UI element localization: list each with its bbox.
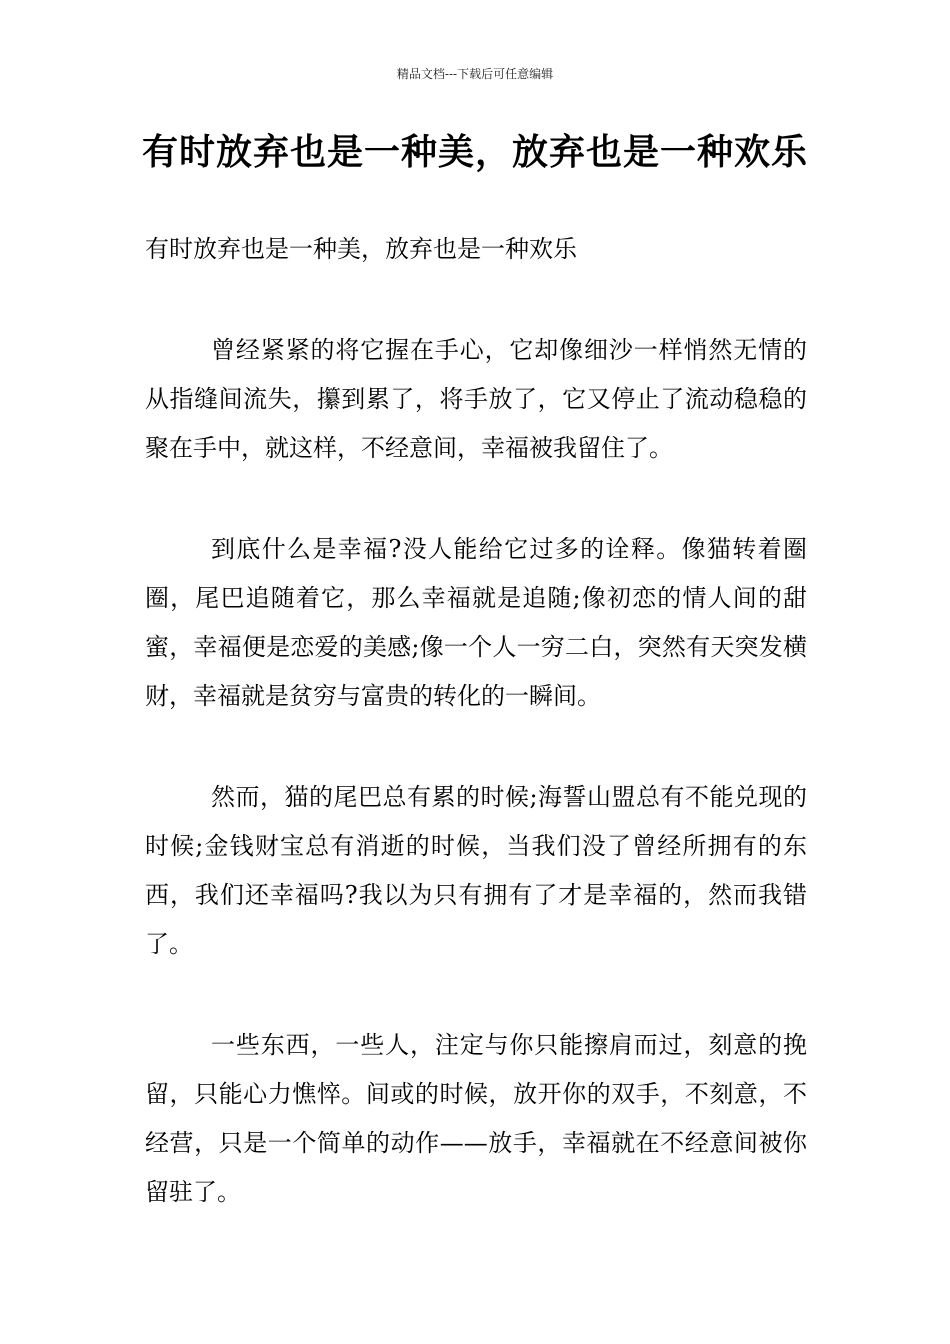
document-subtitle: 有时放弃也是一种美，放弃也是一种欢乐 (145, 235, 577, 263)
paragraph-4: 一些东西，一些人，注定与你只能擦肩而过，刻意的挽留，只能心力憔悴。间或的时候，放开你的双手，不刻意，不经营，只是一个简单的动作——放手，幸福就在不经意间被你留驻了。 (145, 1031, 807, 1206)
paragraph-3: 然而，猫的尾巴总有累的时候;海誓山盟总有不能兑现的时候;金钱财宝总有消逝的时候，当我们没了曾经所拥有的东西，我们还幸福吗?我以为只有拥有了才是幸福的，然而我错了。 (145, 783, 807, 958)
header-note: 精品文档---下载后可任意编辑 (396, 67, 554, 81)
paragraph-1: 曾经紧紧的将它握在手心，它却像细沙一样悄然无情的从指缝间流失，攥到累了，将手放了，它又停止了流动稳稳的聚在手中，就这样，不经意间，幸福被我留住了。 (145, 336, 807, 462)
document-title: 有时放弃也是一种美，放弃也是一种欢乐 (141, 132, 808, 173)
paragraph-2: 到底什么是幸福?没人能给它过多的诠释。像猫转着圈圈，尾巴追随着它，那么幸福就是追随;像初恋的情人间的甜蜜，幸福便是恋爱的美感;像一个人一穷二白，突然有天突发横财，幸福就是贫穷与富贵的转化的一瞬间。 (145, 535, 807, 710)
